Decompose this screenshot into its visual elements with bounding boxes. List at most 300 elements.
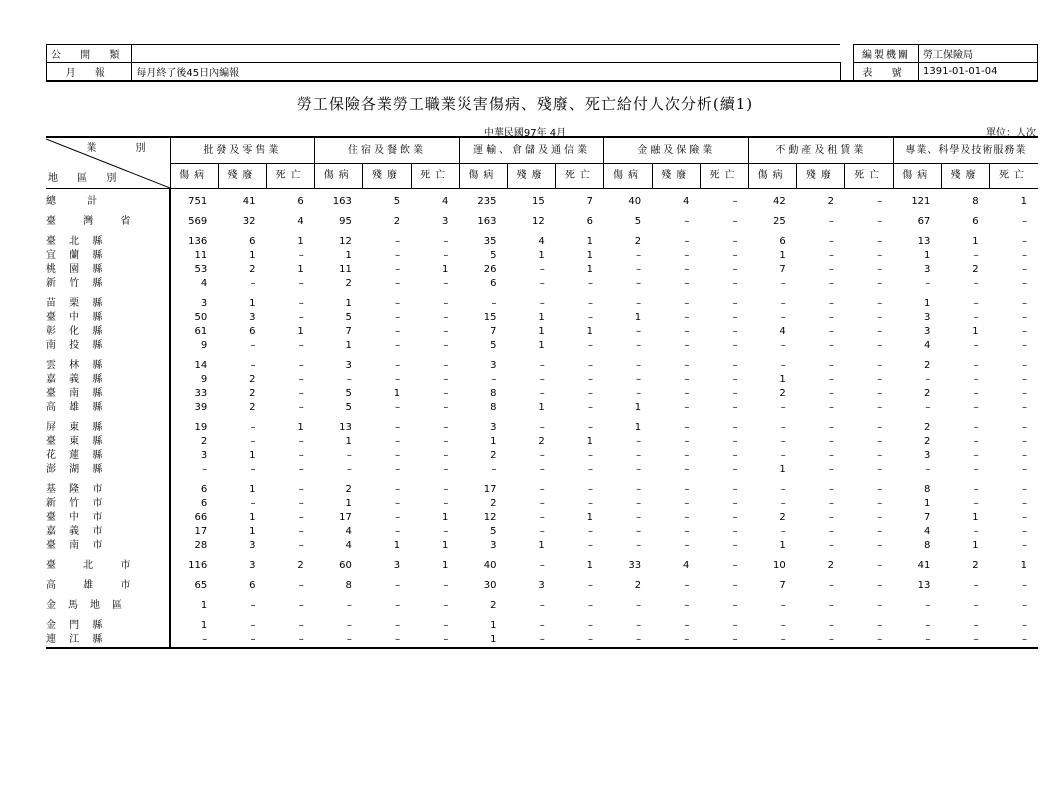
value-cell: –: [346, 620, 352, 631]
value-cell: 2: [634, 580, 642, 591]
corner-header: [46, 137, 170, 189]
value-cell: 65: [194, 580, 208, 591]
value-cell: –: [732, 540, 738, 551]
value-cell: –: [828, 250, 834, 261]
value-cell: –: [1022, 620, 1027, 631]
value-cell: –: [491, 298, 497, 309]
region-name: 花 蓮 縣: [46, 449, 170, 463]
value-cell: –: [828, 464, 834, 475]
page-title: 勞工保險各業勞工職業災害傷病、殘廢、死亡給付人次分析(續1): [296, 95, 754, 113]
value-cell: –: [636, 620, 642, 631]
value-cell: –: [636, 298, 642, 309]
value-cell: 3: [924, 326, 931, 337]
value-cell: –: [298, 436, 304, 447]
region-name: 新 竹 縣: [46, 277, 170, 291]
value-cell: –: [443, 498, 449, 509]
value-cell: 3: [345, 360, 352, 371]
industry-axis-label: 業 別: [86, 143, 164, 154]
value-cell: –: [1022, 250, 1027, 261]
value-cell: 1: [441, 560, 449, 571]
industry-header: 批發及零售業: [170, 137, 315, 164]
value-cell: –: [684, 360, 690, 371]
value-cell: –: [780, 360, 786, 371]
value-cell: –: [395, 250, 401, 261]
value-cell: 3: [490, 422, 497, 433]
value-cell: 2: [634, 236, 642, 247]
value-cell: 15: [531, 196, 545, 207]
value-cell: –: [732, 196, 738, 207]
value-cell: –: [973, 312, 979, 323]
value-cell: 1: [972, 540, 979, 551]
header-left-box: [46, 44, 841, 81]
value-cell: –: [684, 600, 690, 611]
value-cell: –: [443, 326, 449, 337]
sub-header: 傷病: [749, 164, 797, 189]
value-cell: –: [925, 374, 931, 385]
value-cell: 2: [297, 560, 304, 571]
value-cell: –: [298, 450, 304, 461]
value-cell: –: [732, 374, 738, 385]
value-cell: –: [346, 464, 352, 475]
sub-header: 殘廢: [218, 164, 266, 189]
value-cell: –: [925, 620, 931, 631]
value-cell: –: [973, 388, 979, 399]
value-cell: 9: [200, 374, 208, 385]
value-cell: –: [828, 484, 834, 495]
value-cell: 1: [393, 388, 401, 399]
value-cell: 33: [194, 388, 208, 399]
value-cell: 1: [538, 250, 545, 261]
value-cell: –: [732, 436, 738, 447]
value-cell: 28: [194, 540, 208, 551]
value-cell: –: [1022, 340, 1027, 351]
sub-header: 殘廢: [797, 164, 845, 189]
value-cell: 10: [773, 560, 786, 571]
value-cell: –: [684, 402, 690, 413]
value-cell: –: [990, 633, 1038, 648]
value-cell: 163: [332, 196, 352, 207]
table-number-value: 1391-01-01-04: [919, 63, 1038, 81]
value-cell: –: [877, 196, 883, 207]
table-row: [46, 511, 1038, 525]
value-cell: 5: [345, 388, 352, 399]
value-cell: –: [732, 264, 738, 275]
value-cell: 41: [242, 196, 256, 207]
region-name: 宜 蘭 縣: [46, 249, 170, 263]
table-row: [46, 633, 1038, 648]
value-cell: –: [443, 360, 449, 371]
value-cell: 3: [490, 540, 497, 551]
value-cell: 2: [249, 264, 256, 275]
region-name: 臺 南 市: [46, 539, 170, 553]
value-cell: 8: [345, 580, 352, 591]
value-cell: –: [828, 512, 834, 523]
value-cell: –: [828, 388, 834, 399]
value-cell: –: [395, 600, 401, 611]
value-cell: –: [877, 312, 883, 323]
value-cell: –: [395, 436, 401, 447]
value-cell: –: [684, 620, 690, 631]
value-cell: 25: [773, 216, 786, 227]
value-cell: 2: [779, 388, 786, 399]
value-cell: –: [780, 298, 786, 309]
value-cell: 60: [339, 560, 352, 571]
value-cell: 8: [924, 540, 931, 551]
value-cell: 1: [297, 326, 304, 337]
value-cell: –: [877, 580, 883, 591]
value-cell: –: [684, 298, 690, 309]
value-cell: –: [973, 484, 979, 495]
value-cell: 7: [586, 196, 593, 207]
value-cell: –: [298, 484, 304, 495]
value-cell: –: [1022, 264, 1027, 275]
sub-header: 死亡: [556, 164, 604, 189]
value-cell: 1: [924, 250, 931, 261]
value-cell: –: [684, 580, 690, 591]
sub-header: 死亡: [990, 164, 1038, 189]
value-cell: –: [636, 264, 642, 275]
value-cell: –: [780, 312, 786, 323]
value-cell: –: [395, 484, 401, 495]
value-cell: 4: [682, 560, 690, 571]
value-cell: 35: [483, 236, 497, 247]
value-cell: –: [443, 600, 449, 611]
value-cell: 1: [200, 620, 208, 631]
value-cell: –: [346, 374, 352, 385]
value-cell: –: [346, 450, 352, 461]
value-cell: –: [877, 436, 883, 447]
value-cell: –: [636, 250, 642, 261]
value-cell: 1: [779, 250, 786, 261]
value-cell: –: [298, 250, 304, 261]
value-cell: 1: [972, 236, 979, 247]
value-cell: –: [780, 620, 786, 631]
value-cell: –: [636, 436, 642, 447]
region-name: 臺 中 市: [46, 511, 170, 525]
value-cell: –: [797, 633, 845, 648]
value-cell: –: [877, 374, 883, 385]
value-cell: –: [443, 526, 449, 537]
value-cell: –: [877, 216, 883, 227]
value-cell: –: [250, 360, 256, 371]
value-cell: 4: [924, 340, 931, 351]
value-cell: 6: [490, 278, 497, 289]
value-cell: –: [346, 600, 352, 611]
value-cell: –: [780, 436, 786, 447]
value-cell: –: [828, 264, 834, 275]
value-cell: –: [732, 512, 738, 523]
value-cell: –: [636, 526, 642, 537]
table-row: [46, 619, 1038, 633]
value-cell: –: [828, 402, 834, 413]
value-cell: 17: [194, 526, 208, 537]
value-cell: –: [395, 312, 401, 323]
value-cell: –: [684, 312, 690, 323]
value-cell: –: [443, 580, 449, 591]
value-cell: 12: [531, 216, 545, 227]
value-cell: 4: [924, 526, 931, 537]
value-cell: –: [877, 600, 883, 611]
value-cell: 66: [194, 512, 208, 523]
value-cell: –: [395, 464, 401, 475]
value-cell: 1: [441, 512, 449, 523]
value-cell: 7: [779, 580, 786, 591]
value-cell: 42: [773, 196, 786, 207]
value-cell: –: [218, 633, 266, 648]
value-cell: 1: [972, 326, 979, 337]
value-cell: –: [732, 298, 738, 309]
value-cell: –: [539, 298, 545, 309]
value-cell: 1: [779, 464, 786, 475]
table-row: [46, 277, 1038, 291]
sub-header: 殘廢: [941, 164, 989, 189]
table-row: [46, 497, 1038, 511]
value-cell: –: [828, 540, 834, 551]
value-cell: –: [780, 340, 786, 351]
value-cell: –: [170, 633, 218, 648]
value-cell: –: [732, 620, 738, 631]
value-cell: –: [1022, 298, 1027, 309]
value-cell: –: [539, 600, 545, 611]
value-cell: 13: [917, 236, 931, 247]
value-cell: 1: [345, 498, 352, 509]
value-cell: –: [828, 236, 834, 247]
region-name: 總 計: [46, 195, 170, 209]
value-cell: –: [250, 278, 256, 289]
value-cell: –: [877, 250, 883, 261]
value-cell: –: [973, 374, 979, 385]
value-cell: 3: [393, 560, 401, 571]
value-cell: 1: [249, 250, 256, 261]
value-cell: –: [491, 374, 497, 385]
unit-label: 單位：人次: [986, 128, 1036, 139]
value-cell: –: [732, 312, 738, 323]
value-cell: –: [539, 498, 545, 509]
sub-header: 傷病: [459, 164, 507, 189]
value-cell: –: [443, 312, 449, 323]
value-cell: 6: [972, 216, 979, 227]
value-cell: 12: [339, 236, 352, 247]
value-cell: 2: [345, 484, 352, 495]
value-cell: –: [395, 298, 401, 309]
value-cell: –: [973, 422, 979, 433]
value-cell: –: [587, 360, 593, 371]
value-cell: –: [973, 298, 979, 309]
value-cell: –: [828, 498, 834, 509]
value-cell: 3: [924, 264, 931, 275]
value-cell: –: [587, 388, 593, 399]
value-cell: 4: [297, 216, 304, 227]
value-cell: 1: [634, 422, 642, 433]
sub-header: 殘廢: [508, 164, 556, 189]
value-cell: 39: [194, 402, 208, 413]
value-cell: 4: [345, 540, 352, 551]
value-cell: 95: [339, 216, 352, 227]
value-cell: –: [780, 526, 786, 537]
value-cell: 2: [827, 560, 834, 571]
value-cell: –: [587, 298, 593, 309]
region-name: 高 雄 縣: [46, 401, 170, 415]
value-cell: 7: [490, 326, 497, 337]
value-cell: –: [1022, 374, 1027, 385]
value-cell: –: [877, 540, 883, 551]
value-cell: 2: [490, 600, 497, 611]
value-cell: –: [732, 484, 738, 495]
value-cell: –: [1022, 312, 1027, 323]
region-name: 桃 園 縣: [46, 263, 170, 277]
value-cell: 3: [490, 360, 497, 371]
value-cell: –: [973, 436, 979, 447]
value-cell: –: [877, 422, 883, 433]
compiler-value: 勞工保險局: [919, 45, 1038, 63]
value-cell: 6: [200, 498, 208, 509]
header-rule: [46, 80, 1038, 82]
value-cell: –: [1022, 526, 1027, 537]
table-row: [46, 311, 1038, 325]
value-cell: –: [684, 250, 690, 261]
value-cell: 13: [917, 580, 931, 591]
value-cell: –: [925, 402, 931, 413]
value-cell: –: [877, 264, 883, 275]
value-cell: –: [491, 464, 497, 475]
value-cell: –: [1022, 484, 1027, 495]
value-cell: –: [250, 600, 256, 611]
sub-header: 傷病: [315, 164, 363, 189]
value-cell: 6: [249, 580, 256, 591]
value-cell: 1: [538, 312, 545, 323]
value-cell: –: [732, 526, 738, 537]
table-row: [46, 325, 1038, 339]
value-cell: –: [684, 464, 690, 475]
value-cell: –: [539, 526, 545, 537]
value-cell: –: [587, 580, 593, 591]
value-cell: –: [845, 633, 893, 648]
value-cell: –: [395, 278, 401, 289]
value-cell: –: [298, 374, 304, 385]
value-cell: –: [298, 340, 304, 351]
sub-header: 死亡: [700, 164, 748, 189]
value-cell: –: [298, 540, 304, 551]
value-cell: –: [828, 340, 834, 351]
region-name: 嘉 義 市: [46, 525, 170, 539]
value-cell: –: [973, 526, 979, 537]
value-cell: –: [684, 236, 690, 247]
value-cell: –: [973, 250, 979, 261]
value-cell: 1: [924, 298, 931, 309]
value-cell: 121: [911, 196, 931, 207]
value-cell: –: [732, 450, 738, 461]
value-cell: –: [700, 633, 748, 648]
value-cell: –: [684, 388, 690, 399]
value-cell: –: [684, 216, 690, 227]
value-cell: 12: [483, 512, 497, 523]
value-cell: –: [250, 620, 256, 631]
value-cell: –: [636, 340, 642, 351]
value-cell: 569: [188, 216, 208, 227]
value-cell: –: [877, 236, 883, 247]
value-cell: 136: [188, 236, 208, 247]
value-cell: 5: [490, 250, 497, 261]
value-cell: –: [973, 498, 979, 509]
value-cell: 2: [249, 388, 256, 399]
value-cell: 1: [1020, 560, 1027, 571]
value-cell: –: [684, 526, 690, 537]
value-cell: 1: [200, 600, 208, 611]
value-cell: –: [298, 312, 304, 323]
value-cell: –: [732, 402, 738, 413]
table-number-label: 表 號: [854, 63, 919, 81]
value-cell: –: [395, 402, 401, 413]
value-cell: –: [636, 600, 642, 611]
value-cell: –: [828, 326, 834, 337]
value-cell: 13: [339, 422, 352, 433]
value-cell: –: [732, 580, 738, 591]
value-cell: –: [1022, 600, 1027, 611]
value-cell: –: [636, 512, 642, 523]
frequency-value: 每月終了後45日內編報: [132, 63, 841, 81]
value-cell: –: [250, 422, 256, 433]
value-cell: –: [1022, 512, 1027, 523]
value-cell: 2: [200, 436, 208, 447]
value-cell: –: [828, 450, 834, 461]
value-cell: –: [395, 526, 401, 537]
value-cell: –: [298, 388, 304, 399]
value-cell: –: [587, 278, 593, 289]
value-cell: 6: [200, 484, 208, 495]
value-cell: 40: [628, 196, 642, 207]
value-cell: –: [828, 298, 834, 309]
value-cell: –: [780, 450, 786, 461]
value-cell: –: [828, 580, 834, 591]
value-cell: –: [877, 512, 883, 523]
value-cell: –: [587, 600, 593, 611]
value-cell: 3: [249, 560, 256, 571]
value-cell: –: [298, 620, 304, 631]
value-cell: 2: [345, 278, 352, 289]
value-cell: 2: [924, 388, 931, 399]
value-cell: –: [636, 374, 642, 385]
value-cell: 6: [249, 326, 256, 337]
value-cell: –: [443, 620, 449, 631]
value-cell: 6: [297, 196, 304, 207]
value-cell: 1: [538, 340, 545, 351]
value-cell: –: [732, 278, 738, 289]
header-right-box: [853, 44, 1038, 81]
value-cell: –: [973, 620, 979, 631]
region-name: 新 竹 市: [46, 497, 170, 511]
value-cell: –: [828, 620, 834, 631]
value-cell: 2: [924, 360, 931, 371]
value-cell: 5: [345, 312, 352, 323]
sub-header: 殘廢: [652, 164, 700, 189]
value-cell: –: [684, 374, 690, 385]
value-cell: –: [395, 360, 401, 371]
value-cell: –: [539, 360, 545, 371]
table-row: [46, 195, 1038, 209]
value-cell: 11: [339, 264, 352, 275]
value-cell: –: [877, 498, 883, 509]
value-cell: 1: [538, 402, 545, 413]
value-cell: 2: [972, 560, 979, 571]
value-cell: 1: [634, 402, 642, 413]
region-name: 金馬地區: [46, 599, 170, 613]
value-cell: –: [266, 633, 314, 648]
value-cell: –: [877, 360, 883, 371]
value-cell: –: [395, 498, 401, 509]
region-name: 臺 南 縣: [46, 387, 170, 401]
industry-header: 不動產及租賃業: [749, 137, 894, 164]
value-cell: –: [1022, 422, 1027, 433]
